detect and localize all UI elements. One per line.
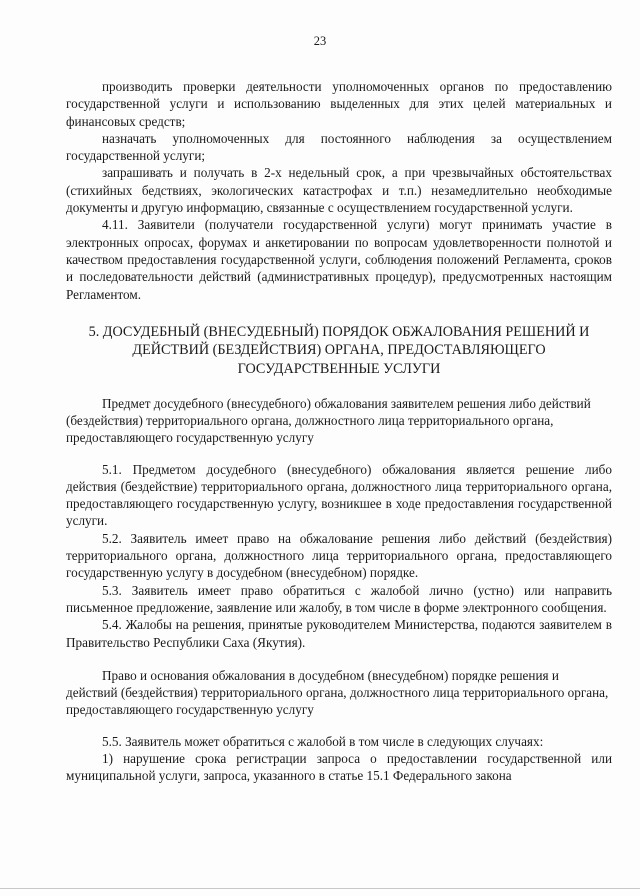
paragraph: 5.5. Заявитель может обратиться с жалобой в том числе в следующих случаях:: [102, 733, 544, 749]
page-edge-line: [0, 888, 640, 889]
paragraph: 5.1. Предметом досудебного (внесудебного) обжалования является решение либо действия (бездействие) территориального органа, должностного лица территориального органа, предоставляющего государственную услугу, возникшее в ходе предоставления государственной услуги.: [66, 461, 612, 529]
spacer: [66, 447, 612, 461]
paragraph: 5.4. Жалобы на решения, принятые руководителем Министерства, подаются заявителем в Правительство Республики Саха (Якутия).: [66, 617, 612, 650]
paragraph: 5.2. Заявитель имеет право на обжалование решения либо действий (бездействия) территориального органа, должностного лица территориального органа, предоставляющего государственную услугу в досудебном (внесудебном) порядке.: [66, 530, 612, 581]
paragraph: запрашивать и получать в 2-х недельный срок, а при чрезвычайных обстоятельствах (стихийных бедствиях, экологических катастрофах и т.п.) незамедлительно необходимые документы и другую информацию, связанные с осуществлением государственной услуги.: [66, 165, 612, 216]
paragraph: 4.11. Заявители (получатели государственной услуги) могут принимать участие в электронных опросах, форумах и анкетировании по вопросам удовлетворенности полнотой и качеством предоставления государственной услуги, соблюдения положений Регламента, сроков и последовательности действий (административных процедур), предусмотренных настоящим Регламентом.: [66, 217, 612, 302]
page-number: 23: [313, 34, 327, 48]
section-title: 5. ДОСУДЕБНЫЙ (ВНЕСУДЕБНЫЙ) ПОРЯДОК ОБЖАЛОВАНИЯ РЕШЕНИЙ И ДЕЙСТВИЙ (БЕЗДЕЙСТВИЯ) ОРГАНА, ПРЕДОСТАВЛЯЮЩЕГО ГОСУДАРСТВЕННЫЕ УСЛУГИ: [88, 323, 590, 378]
paragraph: 5.3. Заявитель имеет право обратиться с жалобой лично (устно) или направить письменное предложение, заявление или жалобу, в том числе в форме электронного сообщения.: [66, 582, 612, 615]
paragraph: 1) нарушение срока регистрации запроса о предоставлении государственной или муниципальной услуги, запроса, указанного в статье 15.1 Федерального закона: [66, 750, 612, 784]
paragraph: назначать уполномоченных для постоянного наблюдения за осуществлением государственной услуги;: [66, 130, 612, 164]
subheading: Право и основания обжалования в досудебном (внесудебном) порядке решения и действий (бездействия) территориального органа, должностного лица территориального органа, предоставляющего государственную услугу: [66, 667, 609, 718]
spacer: [66, 719, 612, 733]
page-content: [66, 78, 612, 785]
paragraph: производить проверки деятельности уполномоченных органов по предоставлению государственной услуги и использованию выделенных для этих целей материальных и финансовых средств;: [66, 79, 612, 129]
subheading: Предмет досудебного (внесудебного) обжалования заявителем решения либо действий (бездействия) территориального органа, должностного лица территориального органа, предоставляющего государственную услугу: [66, 395, 591, 446]
